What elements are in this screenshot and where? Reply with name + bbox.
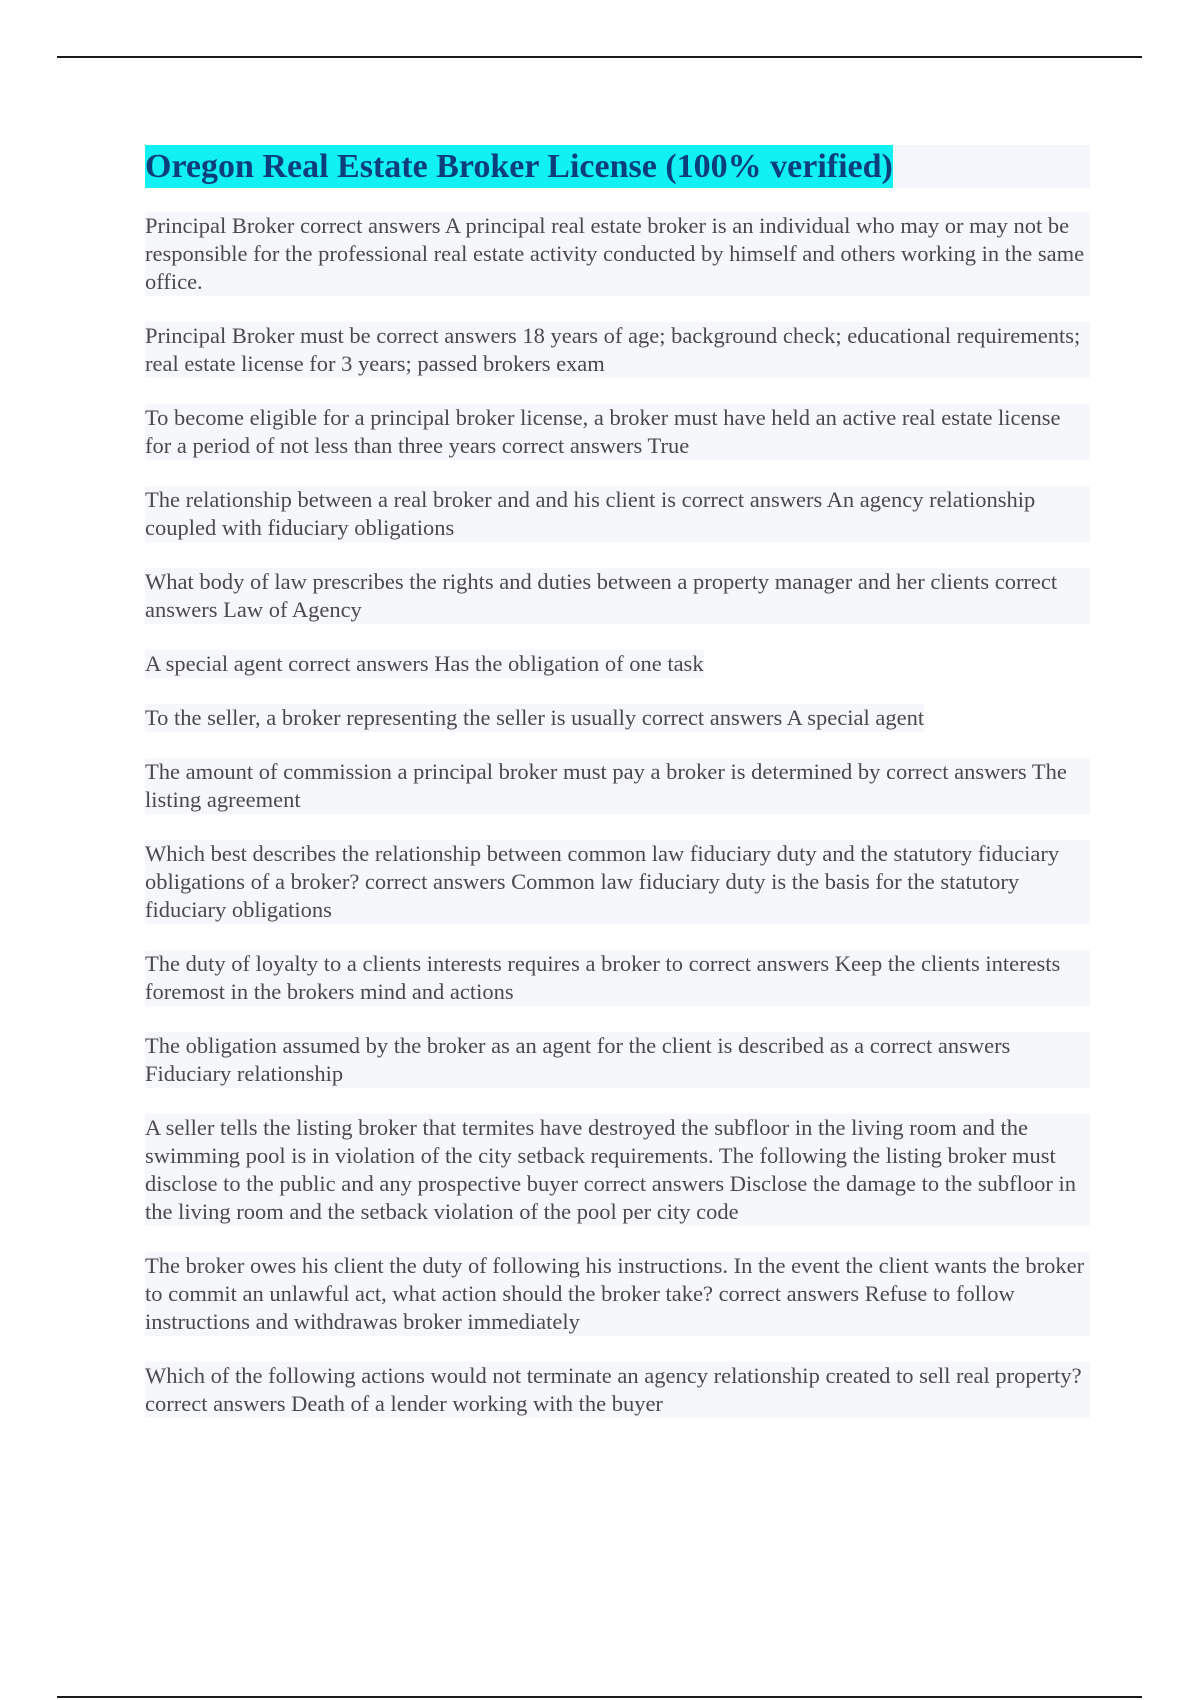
qa-entry: Which best describes the relationship between common law fiduciary duty and the statutory fiduciary obligations of a broker? correct answers Common law fiduciary duty is the basis for the statutory fiduciary obligations	[145, 840, 1090, 924]
qa-entry: The amount of commission a principal broker must pay a broker is determined by correct answers The listing agreement	[145, 758, 1090, 814]
qa-entry: Principal Broker correct answers A principal real estate broker is an individual who may or may not be responsible for the professional real estate activity conducted by himself and others working in the same office.	[145, 212, 1090, 296]
qa-entry: Principal Broker must be correct answers 18 years of age; background check; educational requirements; real estate license for 3 years; passed brokers exam	[145, 322, 1090, 378]
qa-entry: A special agent correct answers Has the obligation of one task	[145, 651, 704, 676]
qa-entry: The duty of loyalty to a clients interests requires a broker to correct answers Keep the clients interests foremost in the brokers mind and actions	[145, 950, 1090, 1006]
document-content	[145, 145, 1090, 1444]
qa-entry: To the seller, a broker representing the seller is usually correct answers A special agent	[145, 705, 925, 730]
qa-entry: The obligation assumed by the broker as an agent for the client is described as a correct answers Fiduciary relationship	[145, 1032, 1090, 1088]
title-row	[145, 145, 1090, 188]
qa-entry: What body of law prescribes the rights and duties between a property manager and her clients correct answers Law of Agency	[145, 568, 1090, 624]
page-title: Oregon Real Estate Broker License (100% verified)	[145, 145, 893, 188]
qa-entry: The broker owes his client the duty of following his instructions. In the event the client wants the broker to commit an unlawful act, what action should the broker take? correct answers Refuse to follow instructions and withdrawas broker immediately	[145, 1252, 1090, 1336]
bottom-rule	[57, 1696, 1142, 1698]
qa-entry: To become eligible for a principal broker license, a broker must have held an active real estate license for a period of not less than three years correct answers True	[145, 404, 1090, 460]
qa-entry: The relationship between a real broker and and his client is correct answers An agency relationship coupled with fiduciary obligations	[145, 486, 1090, 542]
top-rule	[57, 56, 1142, 58]
qa-entry: A seller tells the listing broker that termites have destroyed the subfloor in the living room and the swimming pool is in violation of the city setback requirements. The following the listing broker must disclose to the public and any prospective buyer correct answers Disclose the damage to the subfloor in the living room and the setback violation of the pool per city code	[145, 1114, 1090, 1226]
qa-entry: Which of the following actions would not terminate an agency relationship created to sell real property? correct answers Death of a lender working with the buyer	[145, 1362, 1090, 1418]
